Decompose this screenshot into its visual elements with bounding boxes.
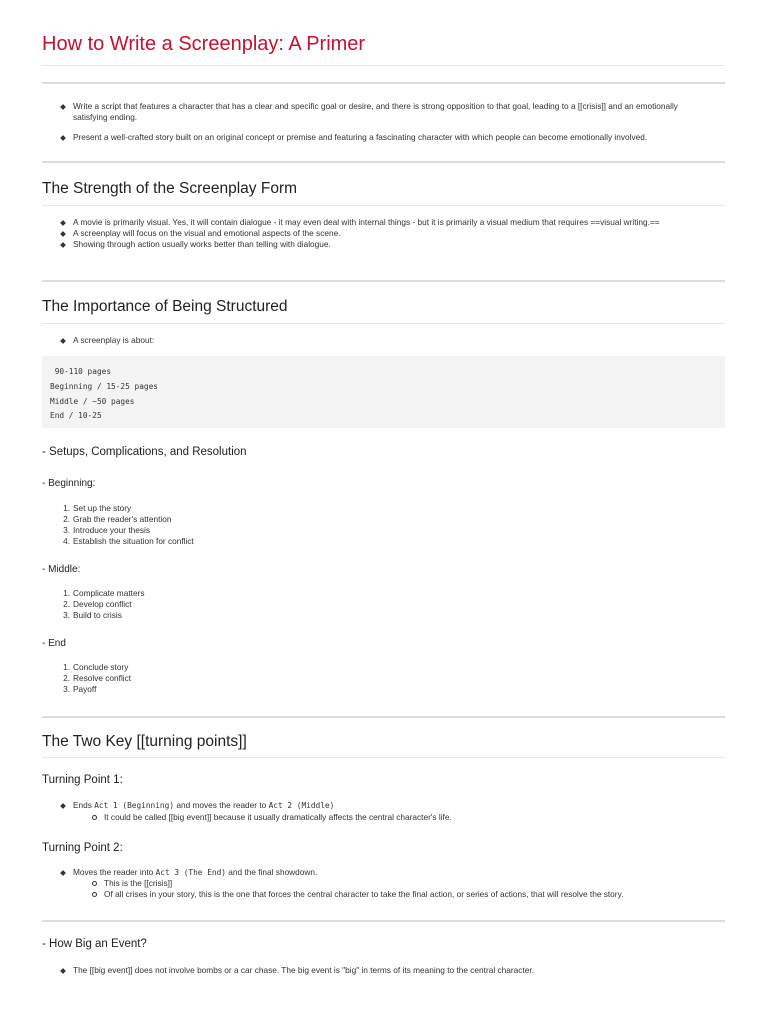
- list-item: Present a well-crafted story built on an original concept or premise and featuring a fascinating character with which people can become emotionally involved.: [42, 132, 725, 143]
- list-item: Moves the reader into Act 3 (The End) and the final showdown. This is the [[crisis]] Of all crises in your story, this is the one that forces the central character to take the final action, or series of actions, that will resolve the story.: [42, 867, 725, 900]
- list-item: Write a script that features a character that has a clear and specific goal or desire, and there is strong opposition to that goal, leading to a [[crisis]] and an emotionally satisfying ending.: [42, 101, 725, 123]
- code-line: End / 10-25: [50, 411, 102, 421]
- list-item: 3 . Build to crisis: [42, 610, 144, 621]
- list-item: This is the [[crisis]]: [42, 878, 725, 889]
- page-title: How to Write a Screenplay: A Primer: [42, 33, 366, 55]
- divider: [42, 323, 725, 324]
- code-block: [42, 356, 725, 428]
- list-item: Showing through action usually works better than telling with dialogue.: [42, 239, 725, 250]
- subheading-setups: - Setups, Complications, and Resolution: [42, 446, 247, 458]
- subheading-beginning: - Beginning:: [42, 478, 96, 489]
- list-item: 3 . Payoff: [42, 684, 131, 695]
- beginning-list: [42, 503, 194, 547]
- list-item: 1 . Complicate matters: [42, 588, 144, 599]
- divider: [42, 757, 725, 758]
- list-item: The [[big event]] does not involve bombs or a car chase. The big event is "big" in terms of its meaning to the central character.: [42, 965, 725, 976]
- middle-list: [42, 588, 144, 621]
- divider: [42, 65, 725, 66]
- inline-code: Act 2 (Middle): [268, 801, 335, 810]
- divider: [42, 280, 725, 282]
- strength-list: [42, 217, 725, 250]
- divider: [42, 205, 725, 206]
- subheading-big-event: - How Big an Event?: [42, 938, 147, 950]
- subheading-middle: - Middle:: [42, 564, 81, 575]
- turning-point-1-list: [42, 800, 725, 823]
- subheading-end: - End: [42, 638, 66, 649]
- list-item: A screenplay will focus on the visual and emotional aspects of the scene.: [42, 228, 725, 239]
- intro-list: [42, 101, 725, 143]
- subheading-turning-point-1: Turning Point 1:: [42, 774, 123, 786]
- code-line: 90-110 pages: [50, 367, 112, 376]
- sub-list: [73, 878, 725, 900]
- section-heading-strength: The Strength of the Screenplay Form: [42, 180, 298, 197]
- list-item: 1 . Conclude story: [42, 662, 131, 673]
- turning-point-2-list: [42, 867, 725, 900]
- divider: [42, 920, 725, 922]
- section-heading-turning-points: The Two Key [[turning points]]: [42, 733, 247, 750]
- list-item: A screenplay is about:: [42, 335, 725, 346]
- list-item: 2 . Resolve conflict: [42, 673, 131, 684]
- divider: [42, 716, 725, 718]
- list-item: Ends Act 1 (Beginning) and moves the reader to Act 2 (Middle) It could be called [[big event]] because it usually dramatically affects the central character's life.: [42, 800, 725, 823]
- list-item: 1 . Set up the story: [42, 503, 194, 514]
- code-line: Middle / ~50 pages: [50, 396, 135, 406]
- list-item: Of all crises in your story, this is the one that forces the central character to take the final action, or series of actions, that will resolve the story.: [42, 889, 725, 900]
- subheading-turning-point-2: Turning Point 2:: [42, 842, 123, 854]
- code-line: Beginning / 15-25 pages: [50, 381, 158, 391]
- list-item: A movie is primarily visual. Yes, it will contain dialogue - it may even deal with internal things - but it is primarily a visual medium that requires ==visual writing.==: [42, 217, 725, 228]
- list-item: 2 . Develop conflict: [42, 599, 144, 610]
- section-heading-structured: The Importance of Being Structured: [42, 298, 288, 315]
- inline-code: Act 1 (Beginning): [94, 801, 175, 810]
- sub-list: [73, 812, 725, 823]
- inline-code: Act 3 (The End): [155, 868, 226, 877]
- end-list: [42, 662, 131, 695]
- list-item: 3 . Introduce your thesis: [42, 525, 194, 536]
- structured-list: [42, 335, 725, 346]
- list-item: It could be called [[big event]] because it usually dramatically affects the central character's life.: [42, 812, 725, 823]
- list-item: 4 . Establish the situation for conflict: [42, 536, 194, 547]
- list-item: 2 . Grab the reader's attention: [42, 514, 194, 525]
- big-event-list: [42, 965, 725, 976]
- divider: [42, 82, 725, 84]
- divider: [42, 161, 725, 163]
